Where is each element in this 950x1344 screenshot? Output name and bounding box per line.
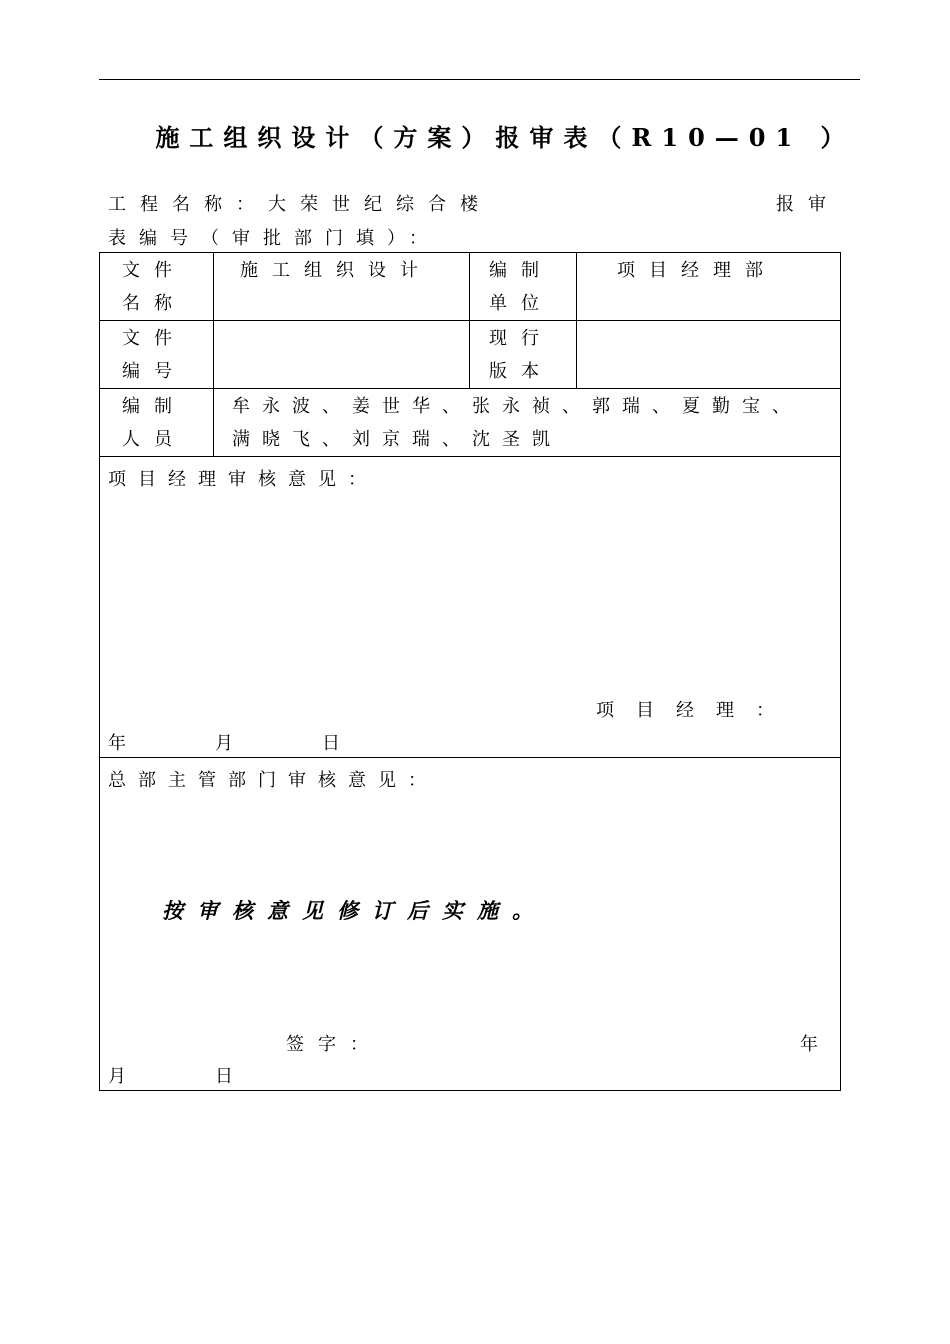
doc-number-value-cell	[214, 321, 470, 389]
row-document-name	[100, 253, 841, 321]
project-name-label: 工程名称：大荣世纪综合楼	[108, 194, 492, 215]
prep-unit-label-line2: 单位	[489, 293, 553, 314]
prep-unit-label-line1: 编制	[489, 260, 553, 281]
report-label: 报审	[776, 194, 840, 215]
pm-date-month: 月	[215, 733, 233, 754]
hq-date-year: 年	[800, 1034, 818, 1055]
doc-name-value: 施工组织设计	[240, 260, 432, 281]
row-pm-review	[100, 457, 841, 758]
pm-date-year: 年	[108, 733, 126, 754]
doc-name-label-line1: 文件	[122, 260, 186, 281]
current-version-value-cell	[577, 321, 841, 389]
pm-review-heading: 项目经理审核意见：	[108, 469, 378, 490]
prep-unit-value-cell	[577, 253, 841, 321]
doc-number-label-cell	[100, 321, 214, 389]
current-version-label-cell	[470, 321, 577, 389]
project-name-line	[108, 190, 840, 216]
pm-review-cell	[100, 457, 841, 758]
hq-date-month: 月	[108, 1066, 126, 1087]
current-version-label-line2: 版本	[489, 361, 553, 382]
prep-unit-value: 项目经理部	[617, 260, 777, 281]
prep-unit-label-cell	[470, 253, 577, 321]
pm-date-line	[108, 729, 340, 755]
doc-number-label-line1: 文件	[122, 328, 186, 349]
doc-name-value-cell	[214, 253, 470, 321]
review-form-table	[99, 252, 841, 1091]
current-version-value	[577, 321, 840, 322]
top-rule	[99, 79, 860, 80]
doc-number-value	[214, 321, 469, 322]
doc-name-label-cell	[100, 253, 214, 321]
row-hq-review	[100, 758, 841, 1091]
preparers-label-cell	[100, 389, 214, 457]
table-number-label: 表编号（审批部门填）：	[108, 228, 440, 249]
current-version-label-line1: 现行	[489, 328, 553, 349]
hq-review-cell	[100, 758, 841, 1091]
preparers-value-cell	[214, 389, 841, 457]
hq-date-line	[108, 1062, 233, 1088]
pm-date-day: 日	[322, 733, 340, 754]
doc-name-label-line2: 名称	[122, 293, 186, 314]
hq-sign-label: 签字：	[286, 1034, 382, 1055]
hq-opinion-text: 按审核意见修订后实施。	[162, 898, 547, 923]
preparers-label-line1: 编制	[122, 396, 186, 417]
pm-sign-label: 项目经理：	[596, 700, 796, 721]
hq-review-heading: 总部主管部门审核意见：	[108, 770, 438, 791]
page-title: 施工组织设计（方案）报审表（R10—01 ）	[155, 123, 855, 152]
row-document-number	[100, 321, 841, 389]
row-preparers	[100, 389, 841, 457]
preparers-label-line2: 人员	[122, 429, 186, 450]
doc-number-label-line2: 编号	[122, 361, 186, 382]
preparers-value: 牟永波、姜世华、张永祯、郭瑞、夏勤宝、满晓飞、刘京瑞、沈圣凯	[232, 396, 802, 450]
hq-date-day: 日	[215, 1066, 233, 1087]
